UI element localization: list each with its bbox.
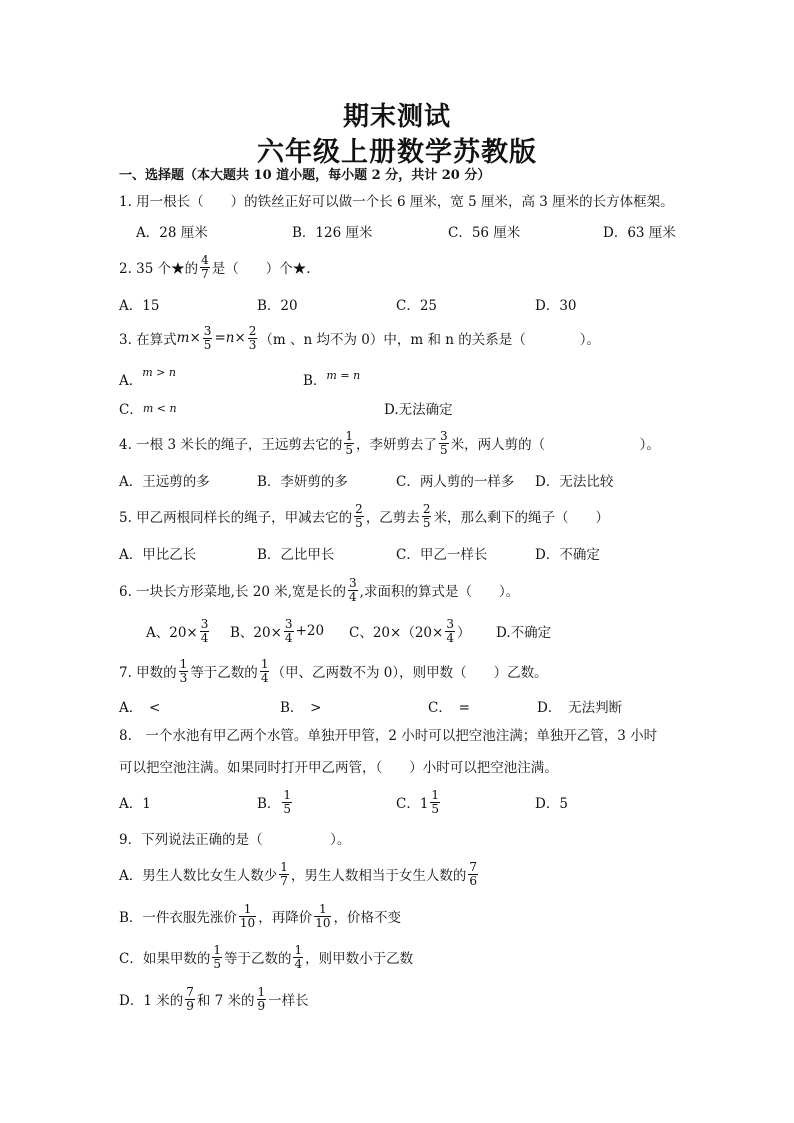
q2-fraction: $\frac{4}{7}$ (201, 252, 209, 281)
question-7: 7. 甲数的 $\frac{1}{3}$ 等于乙数的 $\frac{1}{4}$ （甲、乙两数不为 0），则甲数（ ）乙数。 (119, 656, 548, 685)
question-4: 4. 一根 3 米长的绳子，王远剪去它的 $\frac{1}{5}$ ，李妍剪去了 $\frac{3}{5}$ 米，两人剪的（ ）。 (119, 428, 660, 457)
q3-option-d: D.无法确定 (384, 402, 453, 418)
q7-fraction-1: $\frac{1}{3}$ (179, 656, 188, 685)
q4-option-d: D．无法比较 (535, 474, 614, 490)
q2-option-b: B．20 (257, 298, 298, 314)
q7-option-a: A． < (119, 700, 161, 716)
section-heading: 一、选择题（本大题共 10 道小题，每小题 2 分，共计 20 分） (119, 167, 491, 183)
q5-option-a: A．甲比乙长 (119, 547, 197, 563)
q5-option-b: B．乙比甲长 (257, 547, 335, 563)
q7-option-b: B． > (280, 700, 322, 716)
q7-option-c: C． = (428, 700, 470, 716)
page-subtitle: 六年级上册数学苏教版 (257, 137, 537, 168)
q3-option-a: A． m > n (119, 365, 176, 389)
q4-option-a: A．王远剪的多 (119, 474, 210, 490)
q6-option-b: B、20× $\frac{3}{4}$ +20 (230, 616, 325, 645)
q6-option-a: A、20× $\frac{3}{4}$ (146, 616, 209, 645)
q1-option-b: B．126 厘米 (292, 225, 373, 241)
q3-text-post: （m 、n 均不为 0）中，m 和 n 的关系是（ ）。 (259, 332, 600, 348)
question-1: 1. 用一根长（ ）的铁丝正好可以做一个长 6 厘米，宽 5 厘米，高 3 厘米的长方体框架。 (119, 194, 674, 210)
question-9: 9．下列说法正确的是（ ）。 (119, 832, 351, 848)
q4-fraction-1: $\frac{1}{5}$ (345, 428, 353, 457)
question-8-line-1: 8. 一个水池有甲乙两个水管。单独开甲管，2 小时可以把空池注满；单独开乙管，3 小时 (119, 728, 658, 744)
q3-option-b: B． m = n (303, 368, 361, 389)
q7-option-d: D． 无法判断 (537, 700, 623, 716)
q2-text-post: 是（ ）个★. (211, 261, 311, 277)
page-title: 期末测试 (342, 102, 451, 132)
q3-fraction-1: $\frac{3}{5}$ (203, 323, 212, 352)
q1-option-a: A．28 厘米 (136, 225, 208, 241)
q2-option-d: D．30 (535, 298, 577, 314)
q6-fraction: $\frac{3}{4}$ (349, 575, 357, 604)
q9-option-c: C．如果甲数的 $\frac{1}{5}$ 等于乙数的 $\frac{1}{4}$ ，则甲数小于乙数 (119, 942, 414, 971)
q5-fraction-1: $\frac{2}{5}$ (355, 501, 363, 530)
question-5: 5. 甲乙两根同样长的绳子，甲减去它的 $\frac{2}{5}$ ，乙剪去 $\frac{2}{5}$ 米，那么剩下的绳子（ ） (119, 501, 609, 530)
q9-option-a: A．男生人数比女生人数少 $\frac{1}{7}$ ，男生人数相当于女生人数的 $\frac{7}{6}$ (119, 859, 478, 888)
q2-text-pre: 2. 35 个★的 (119, 261, 199, 277)
question-6: 6. 一块长方形菜地,长 20 米,宽是长的 $\frac{3}{4}$ ,求面积的算式是（ ）。 (119, 575, 520, 604)
q3-fraction-2: $\frac{2}{3}$ (248, 323, 257, 352)
q3-text-pre: 3. 在算式 (119, 332, 177, 348)
q5-option-c: C．甲乙一样长 (396, 547, 488, 563)
q5-option-d: D．不确定 (535, 547, 600, 563)
q4-option-c: C．两人剪的一样多 (396, 474, 515, 490)
q4-option-b: B．李妍剪的多 (257, 474, 348, 490)
question-8-line-2: 可以把空池注满。如果同时打开甲乙两管，（ ）小时可以把空池注满。 (119, 760, 558, 776)
question-3: 3. 在算式 m × $\frac{3}{5}$ = n × $\frac{2}{3}$ （m 、n 均不为 0）中，m 和 n 的关系是（ ）。 (119, 323, 600, 352)
q4-fraction-2: $\frac{3}{5}$ (439, 428, 448, 457)
q6-option-d: D.不确定 (496, 625, 552, 641)
q8-option-a: A．1 (119, 796, 151, 812)
q1-option-c: C．56 厘米 (448, 225, 521, 241)
q2-option-a: A．15 (119, 298, 160, 314)
q8-option-d: D．5 (535, 796, 568, 812)
q7-fraction-2: $\frac{1}{4}$ (260, 656, 269, 685)
q8-option-c: C．1 $\frac{1}{5}$ (396, 787, 440, 816)
q3-option-c: C． m < n (119, 401, 177, 418)
q5-fraction-2: $\frac{2}{5}$ (422, 501, 431, 530)
q1-option-d: D．63 厘米 (603, 225, 676, 241)
q9-option-b: B．一件衣服先涨价 $\frac{1}{10}$ ，再降价 $\frac{1}{10}$ ，价格不变 (119, 901, 401, 930)
q2-option-c: C．25 (396, 298, 438, 314)
q6-option-c: C、20×（20× $\frac{3}{4}$ ） (349, 616, 471, 645)
question-2 (119, 252, 311, 282)
q9-option-d: D．1 米的 $\frac{7}{9}$ 和 7 米的 $\frac{1}{9}$ 一样长 (119, 984, 309, 1013)
q8-option-b: B． $\frac{1}{5}$ (257, 787, 292, 816)
